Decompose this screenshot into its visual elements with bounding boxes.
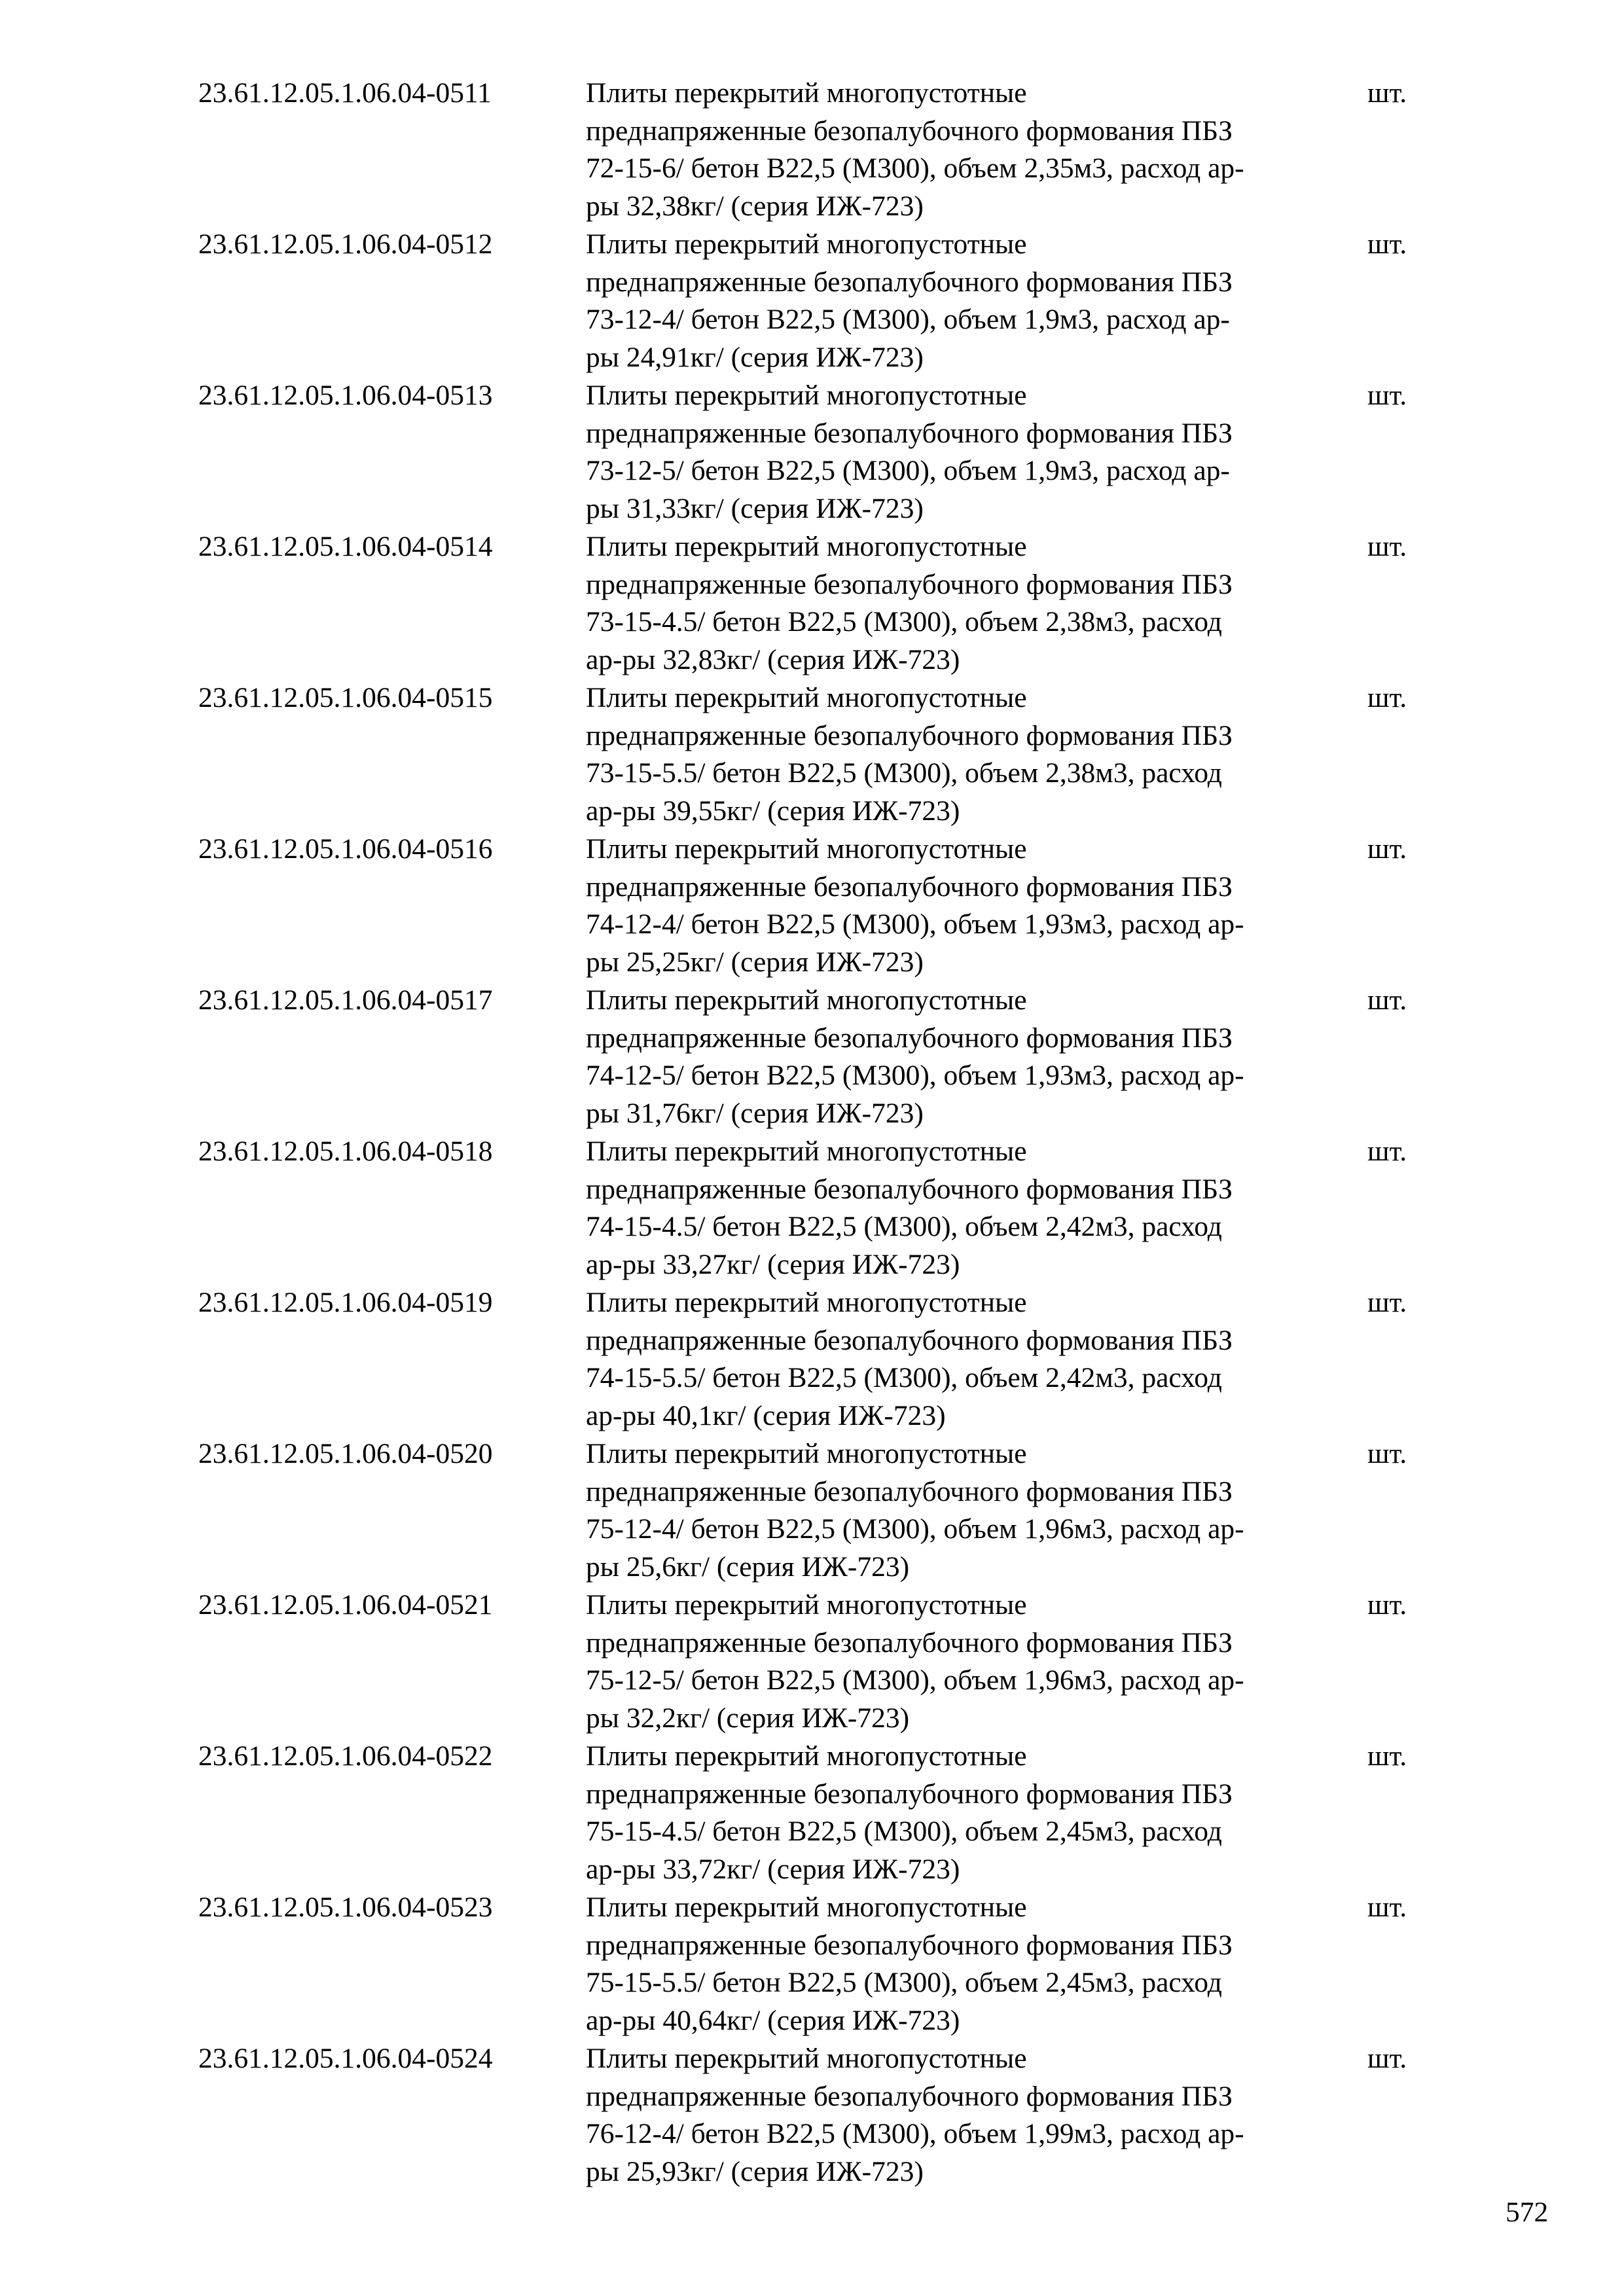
description-line: преднапряженные безопалубочного формования ПБЗ — [586, 417, 1233, 449]
description-line: преднапряженные безопалубочного формования ПБЗ — [586, 870, 1233, 903]
item-unit: шт. — [1367, 1287, 1407, 1318]
description-line: Плиты перекрытий многопустотные — [586, 984, 1027, 1016]
item-description — [586, 1133, 1371, 1283]
item-description — [586, 679, 1371, 830]
page-number: 572 — [1506, 2197, 1549, 2228]
description-line: 75-12-5/ бетон В22,5 (М300), объем 1,96м3, расход ар- — [586, 1664, 1244, 1696]
item-unit: шт. — [1367, 1892, 1407, 1923]
item-code: 23.61.12.05.1.06.04-0523 — [198, 1892, 493, 1923]
description-line: 75-15-4.5/ бетон В22,5 (М300), объем 2,45м3, расход — [586, 1816, 1222, 1848]
description-line: Плиты перекрытий многопустотные — [586, 1438, 1027, 1469]
description-line: Плиты перекрытий многопустотные — [586, 1136, 1027, 1167]
item-code: 23.61.12.05.1.06.04-0516 — [198, 833, 493, 865]
description-line: 74-15-5.5/ бетон В22,5 (М300), объем 2,42м3, расход — [586, 1362, 1222, 1394]
description-line: преднапряженные безопалубочного формования ПБЗ — [586, 1173, 1233, 1205]
description-line: 74-15-4.5/ бетон В22,5 (М300), объем 2,42м3, расход — [586, 1211, 1222, 1243]
description-line: Плиты перекрытий многопустотные — [586, 531, 1027, 562]
item-unit: шт. — [1367, 833, 1407, 865]
description-line: ры 25,93кг/ (серия ИЖ-723) — [586, 2155, 924, 2187]
description-line: Плиты перекрытий многопустотные — [586, 228, 1027, 260]
description-line: преднапряженные безопалубочного формования ПБЗ — [586, 1022, 1233, 1054]
description-line: Плиты перекрытий многопустотные — [586, 1287, 1027, 1318]
item-code: 23.61.12.05.1.06.04-0511 — [198, 77, 492, 109]
description-line: преднапряженные безопалубочного формования ПБЗ — [586, 719, 1233, 751]
item-unit: шт. — [1367, 2043, 1407, 2074]
description-line: ар-ры 32,83кг/ (серия ИЖ-723) — [586, 643, 960, 675]
description-line: ар-ры 39,55кг/ (серия ИЖ-723) — [586, 795, 960, 827]
item-unit: шт. — [1367, 1740, 1407, 1772]
list-item — [198, 1133, 1442, 1284]
description-line: 74-12-4/ бетон В22,5 (М300), объем 1,93м3, расход ар- — [586, 908, 1244, 941]
item-description — [586, 1738, 1371, 1888]
description-line: 75-15-5.5/ бетон В22,5 (М300), объем 2,45м3, расход — [586, 1967, 1222, 1999]
description-line: преднапряженные безопалубочного формования ПБЗ — [586, 266, 1233, 298]
item-code: 23.61.12.05.1.06.04-0515 — [198, 682, 493, 713]
description-line: преднапряженные безопалубочного формования ПБЗ — [586, 1778, 1233, 1810]
description-line: ры 32,38кг/ (серия ИЖ-723) — [586, 190, 924, 222]
description-line: Плиты перекрытий многопустотные — [586, 380, 1027, 411]
description-line: 73-15-5.5/ бетон В22,5 (М300), объем 2,38м3, расход — [586, 757, 1222, 789]
description-line: ры 25,25кг/ (серия ИЖ-723) — [586, 946, 924, 978]
list-item — [198, 377, 1442, 528]
item-description — [586, 75, 1371, 225]
list-item — [198, 982, 1442, 1133]
item-description — [586, 1284, 1371, 1435]
description-line: Плиты перекрытий многопустотные — [586, 1740, 1027, 1772]
item-description — [586, 982, 1371, 1132]
description-line: 76-12-4/ бетон В22,5 (М300), объем 1,99м3, расход ар- — [586, 2118, 1244, 2150]
item-code: 23.61.12.05.1.06.04-0513 — [198, 380, 493, 411]
description-line: Плиты перекрытий многопустотные — [586, 1892, 1027, 1923]
item-unit: шт. — [1367, 984, 1407, 1016]
item-unit: шт. — [1367, 77, 1407, 109]
description-line: преднапряженные безопалубочного формования ПБЗ — [586, 568, 1233, 600]
description-line: 74-12-5/ бетон В22,5 (М300), объем 1,93м3, расход ар- — [586, 1060, 1244, 1092]
description-line: ры 24,91кг/ (серия ИЖ-723) — [586, 341, 924, 373]
list-item — [198, 1435, 1442, 1587]
description-line: Плиты перекрытий многопустотные — [586, 833, 1027, 865]
description-line: преднапряженные безопалубочного формования ПБЗ — [586, 1475, 1233, 1507]
item-code: 23.61.12.05.1.06.04-0521 — [198, 1589, 493, 1621]
list-item — [198, 831, 1442, 982]
list-item — [198, 1587, 1442, 1738]
item-description — [586, 226, 1371, 376]
item-code: 23.61.12.05.1.06.04-0519 — [198, 1287, 493, 1318]
item-code: 23.61.12.05.1.06.04-0517 — [198, 984, 493, 1016]
item-unit: шт. — [1367, 682, 1407, 713]
description-line: Плиты перекрытий многопустотные — [586, 77, 1027, 109]
item-code: 23.61.12.05.1.06.04-0520 — [198, 1438, 493, 1469]
item-unit: шт. — [1367, 380, 1407, 411]
description-line: ры 32,2кг/ (серия ИЖ-723) — [586, 1702, 910, 1734]
item-unit: шт. — [1367, 531, 1407, 562]
list-item — [198, 1889, 1442, 2040]
item-code: 23.61.12.05.1.06.04-0514 — [198, 531, 493, 562]
description-line: преднапряженные безопалубочного формования ПБЗ — [586, 1324, 1233, 1356]
item-unit: шт. — [1367, 1136, 1407, 1167]
description-line: 72-15-6/ бетон В22,5 (М300), объем 2,35м3, расход ар- — [586, 152, 1244, 185]
list-item — [198, 679, 1442, 831]
item-code: 23.61.12.05.1.06.04-0518 — [198, 1136, 493, 1167]
item-description — [586, 1435, 1371, 1586]
item-unit: шт. — [1367, 1438, 1407, 1469]
description-line: преднапряженные безопалубочного формования ПБЗ — [586, 1626, 1233, 1659]
item-description — [586, 1587, 1371, 1737]
item-code: 23.61.12.05.1.06.04-0524 — [198, 2043, 493, 2074]
description-line: ар-ры 33,72кг/ (серия ИЖ-723) — [586, 1853, 960, 1885]
price-list-entries — [198, 75, 1442, 2191]
description-line: ар-ры 40,64кг/ (серия ИЖ-723) — [586, 2004, 960, 2036]
description-line: преднапряженные безопалубочного формования ПБЗ — [586, 115, 1233, 147]
description-line: ры 31,33кг/ (серия ИЖ-723) — [586, 492, 924, 524]
description-line: Плиты перекрытий многопустотные — [586, 2043, 1027, 2074]
list-item — [198, 528, 1442, 679]
description-line: ры 25,6кг/ (серия ИЖ-723) — [586, 1551, 910, 1583]
description-line: 73-12-4/ бетон В22,5 (М300), объем 1,9м3, расход ар- — [586, 304, 1230, 336]
description-line: ар-ры 33,27кг/ (серия ИЖ-723) — [586, 1248, 960, 1280]
description-line: преднапряженные безопалубочного формования ПБЗ — [586, 1929, 1233, 1961]
item-unit: шт. — [1367, 1589, 1407, 1621]
list-item — [198, 226, 1442, 377]
item-code: 23.61.12.05.1.06.04-0512 — [198, 228, 493, 260]
description-line: преднапряженные безопалубочного формования ПБЗ — [586, 2080, 1233, 2112]
description-line: Плиты перекрытий многопустотные — [586, 1589, 1027, 1621]
description-line: ры 31,76кг/ (серия ИЖ-723) — [586, 1097, 924, 1129]
list-item — [198, 1738, 1442, 1889]
item-description — [586, 2040, 1371, 2191]
list-item — [198, 1284, 1442, 1435]
description-line: 75-12-4/ бетон В22,5 (М300), объем 1,96м3, расход ар- — [586, 1513, 1244, 1545]
item-description — [586, 831, 1371, 981]
description-line: 73-12-5/ бетон В22,5 (М300), объем 1,9м3, расход ар- — [586, 455, 1230, 487]
description-line: Плиты перекрытий многопустотные — [586, 682, 1027, 713]
item-description — [586, 528, 1371, 679]
description-line: 73-15-4.5/ бетон В22,5 (М300), объем 2,38м3, расход — [586, 606, 1222, 638]
item-code: 23.61.12.05.1.06.04-0522 — [198, 1740, 493, 1772]
item-description — [586, 1889, 1371, 2039]
list-item — [198, 75, 1442, 226]
list-item — [198, 2040, 1442, 2191]
item-description — [586, 377, 1371, 528]
description-line: ар-ры 40,1кг/ (серия ИЖ-723) — [586, 1399, 946, 1431]
item-unit: шт. — [1367, 228, 1407, 260]
